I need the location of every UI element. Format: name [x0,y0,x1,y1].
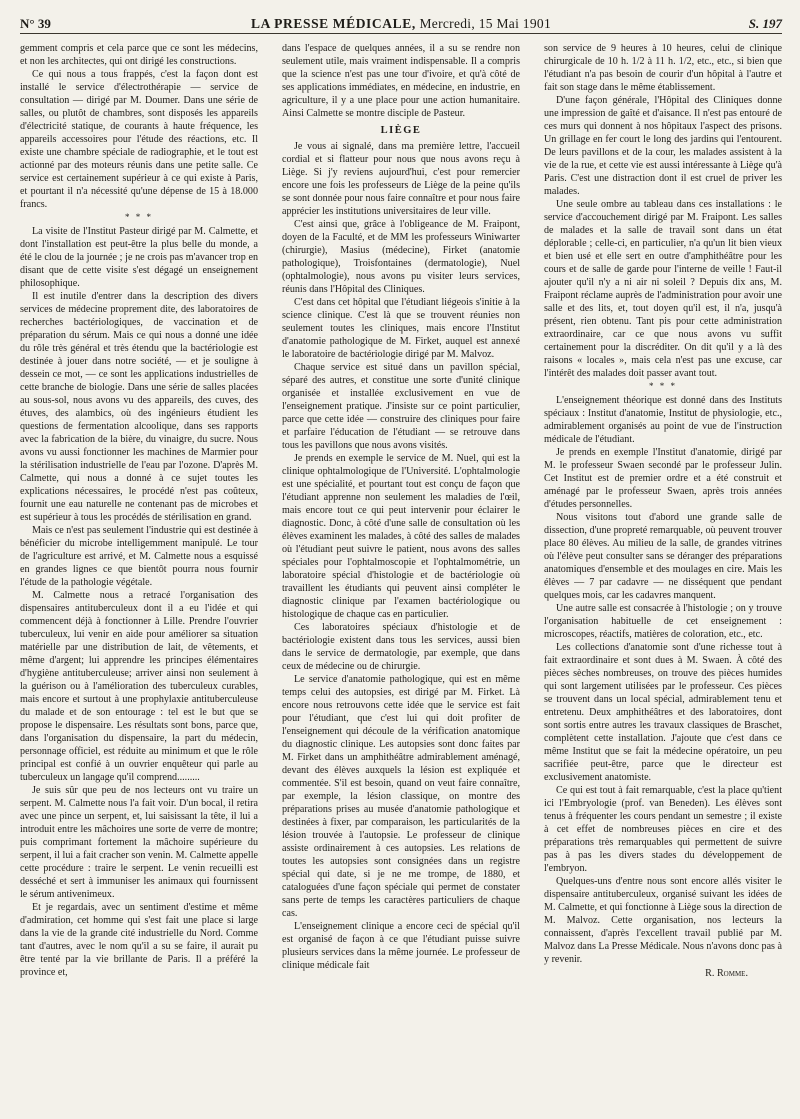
article-columns [20,42,782,980]
issue-date: Mercredi, 15 Mai 1901 [419,16,552,31]
paragraph: Je suis sûr que peu de nos lecteurs ont vu traire un serpent. M. Calmette nous l'a fait voir. D'un bocal, il retira avec une pince un serpent, et, lui saisissant la tête, il lui a introduit entre les mâchoires une sorte de verre de montre; puis comprimant fortement la mâchoire supérieure du serpent, il lui a fait cracher son venin. M. Calmette appelle cette procédure : traire le serpent. Le venin recueilli est desséché et sert à immuniser les animaux qui fournissent le sérum antivenimeux. [20,785,258,900]
paragraph: Ces laboratoires spéciaux d'histologie et de bactériologie existent dans tous les services, aussi bien dans le service de dermatologie, par exemple, que dans ceux de médecine ou de chirurgie. [282,622,520,672]
journal-title: LA PRESSE MÉDICALE, [250,16,416,31]
paragraph: L'enseignement théorique est donné dans des Instituts spéciaux : Institut d'anatomie, Institut de physiologie, etc., admirablement organisés au point de vue de l'instruction médicale de l'étudiant. [544,395,782,445]
column-middle [282,42,520,980]
section-separator: * * * [649,381,677,391]
issue-number: N° 39 [20,16,51,31]
paragraph: Nous visitons tout d'abord une grande salle de dissection, d'une propreté remarquable, où peuvent trouver place 80 élèves. Au milieu de la salle, de grandes vitrines où l'élève peut consulter sans se déranger des préparations anatomiques d'ensemble et des moulages en cire. Mais les élèves — 7 par cadavre — ne disséquent que pendant quelques mois, car les cadavres manquent. [544,512,782,601]
author-signature: R. Romme. [705,968,748,979]
paragraph: C'est dans cet hôpital que l'étudiant liégeois s'initie à la science clinique. C'est là que se trouvent réunies non seulement toutes les cliniques, mais encore l'Institut d'anatomie pathologique de M. Firket, auquel est annexé le laboratoire de bactériologie dirigé par M. Malvoz. [282,297,520,360]
paragraph: M. Calmette nous a retracé l'organisation des dispensaires antituberculeux dont il a eu l'idée et qui commencent déjà à fonctionner à Lille. Prendre l'ouvrier tuberculeux, lui venir en aide pour améliorer sa situation matérielle par une distribution de lait, de vêtements, et même d'argent; lui apprendre les principes élémentaires d'hygiène antituberculeuse; arriver ainsi non seulement à la guérison ou à l'amélioration des tuberculeux curables, mais encore et surtout à une prophylaxie antituberculeuse du malade et de son entourage : tel est le but que se propose le dispensaire. Les résultats sont bons, parce que, dans l'organisation du dispensaire, la part du médecin, personnage officiel, est réduite au minimum et que le rôle principal est confié à un ouvrier enquêteur qui parle au tuberculeux un langage qu'il comprend......... [20,590,258,783]
paragraph: C'est ainsi que, grâce à l'obligeance de M. Fraipont, doyen de la Faculté, et de MM les professeurs Winiwarter (chirurgie), Masius (médecine), Firket (anatomie pathologique), Troisfontaines (dermatologie), Nuel (ophtalmologie), nous avons pu visiter leurs services, réunis dans l'Hôpital des Cliniques. [282,219,520,295]
paragraph: gemment compris et cela parce que ce sont les médecins, et non les architectes, qui ont dirigé les constructions. [20,43,258,67]
column-right [544,42,782,980]
paragraph: Je vous ai signalé, dans ma première lettre, l'accueil cordial et si flatteur pour nous que nous avons reçu à Liège. Si j'y reviens aujourd'hui, c'est pour remercier encore une fois les professeurs de Liège de la peine qu'ils se sont donnée pour nous faire connaître et pour nous faire apprécier les institutions universitaires de leur ville. [282,141,520,217]
paragraph: Quelques-uns d'entre nous sont encore allés visiter le dispensaire antituberculeux, organisé suivant les idées de M. Calmette, et qui fonctionne à Liège sous la direction de M. Malvoz. Cette organisation, nos lecteurs la connaissent, d'après l'excellent travail publié par M. Malvoz dans La Presse Médicale. Nous n'avons donc pas à y revenir. [544,876,782,965]
paragraph: Ce qui est tout à fait remarquable, c'est la place qu'tient ici l'Embryologie (prof. van Beneden). Les élèves sont tenus à fréquenter les cours pendant un semestre ; il existe à cet effet de nombreuses pièces en cire et des préparations très remarquables qui permettent de suivre pas à pas les divers stades du développement de l'embryon. [544,785,782,874]
paragraph: son service de 9 heures à 10 heures, celui de clinique chirurgicale de 10 h. 1/2 à 11 h. 1/2, etc., etc., si bien que l'étudiant n'a pas besoin de courir d'un hôpital à l'autre et fait son stage dans le même établissement. [544,43,782,93]
paragraph: Il est inutile d'entrer dans la description des divers services de médecine proprement dite, des laboratoires de recherches bactériologiques, de vaccination et de préparation du sérum. Mais ce qui nous a donné une idée du rôle très général et très étendu que la bactériologie est destinée à jouer dans notre société, — et je souligne à dessein ce mot, — ce sont les applications industrielles de cette branche de biologie. Dans une série de salles placées au sous-sol, nous avons vu des appareils, des cuves, des étuves, des alambics, où des ingénieurs étudient les questions de fermentation alcoolique, dans ses rapports avec la fabrication de la bière, du vinaigre, du sucre. Nous avons vu aussi fonctionner les machines de Marmier pour la stérilisation industrielle de l'eau par l'ozone. D'après M. Calmette, qui nous a donné à ce sujet toutes les explications nécessaires, le procédé n'est pas coûteux, fournit une eau naturelle ne contenant pas de microbes et est supérieur à tous les procédés de stérilisation en grand. [20,291,258,523]
paragraph: Ce qui nous a tous frappés, c'est la façon dont est installé le service d'électrothérapie — service de consultation — dirigé par M. Doumer. Dans une série de salles, ou plutôt de chambres, sont disposés les appareils d'électricité statique, de courants à haute fréquence, les appareils accessoires pour l'étude des réactions, etc. Il existe une chambre spéciale de radiographie, et le tout est actionné par des moteurs réunis dans une petite salle. Ce service est certainement supérieur à ce qui existe à Paris, et pourtant il n'a nécessité qu'une dépense de 15 à 18.000 francs. [20,69,258,210]
paragraph: Une seule ombre au tableau dans ces installations : le service d'accouchement dirigé par M. Fraipont. Les salles de malades et la salle de travail sont dans un état déplorable ; celle-ci, en particulier, n'a qu'un lit bien vieux et bien usé et elle sert en outre d'amphithéâtre pour les cours et de salle de garde pour l'interne de veille ! Faut-il ajouter qu'il n'y a ni air ni soleil ? Depuis dix ans, M. Fraipont réclame auprès de l'administration pour avoir une salle et des lits, et, tout doyen qu'il est, il n'a, jusqu'à présent, rien obtenu. Tant pis pour cette administration extraordinaire, car ce que nous avons vu suffit certainement pour la discréditer. On dit qu'il y a là des raisons « locales », mais cela n'est pas une excuse, car l'intérêt des malades doit passer avant tout. [544,199,782,379]
paragraph: Une autre salle est consacrée à l'histologie ; on y trouve l'organisation habituelle de cet enseignement : microscopes, réactifs, matières de coloration, etc., etc. [544,603,782,640]
paragraph: dans l'espace de quelques années, il a su se rendre non seulement utile, mais vraiment indispensable. Il a compris que la science n'est pas une tour d'ivoire, et qu'à côté de ses applications immédiates, en médecine, en industrie, en agriculture, il y a une place pour une action humanitaire. Ainsi Calmette se montre disciple de Pasteur. [282,43,520,119]
paragraph: Les collections d'anatomie sont d'une richesse tout à fait extraordinaire et sont dues à M. Swaen. À côté des pièces sèches nombreuses, on trouve des pièces humides qui sont largement utilisées par le professeur. Ces pièces se trouvent dans un local spécial, admirablement tenu et entretenu. Deux amphithéâtres et des laboratoires, dont sont sortis entre autres les travaux classiques de Braschet, complètent cette installation. J'ajoute que c'est dans ce même Institut que se fait la médecine opératoire, un peu sacrifiée peut-être, parce que le directeur est exclusivement anatomiste. [544,642,782,783]
paragraph: D'une façon générale, l'Hôpital des Cliniques donne une impression de gaîté et d'aisance. Il n'est pas entouré de ces murs qui donnent à nos hôpitaux l'aspect des prisons. Un grillage en fer court le long des jardins qui l'entourent. De leurs pavillons et de la cour, les malades assistent à la vie de la rue, et cette vie est aussi intéressante à Liège qu'à Paris. C'est une distraction dont il est cruel de priver les malades. [544,95,782,197]
paragraph: Je prends en exemple le service de M. Nuel, qui est la clinique ophtalmologique de l'Université. L'ophtalmologie est une spécialité, et pourtant tout est conçu de façon que l'étudiant apprenne non seulement les maladies de l'œil, mais encore tout ce qui peut intervenir pour éclairer le diagnostic. Donc, à côté d'une salle de consultation où les élèves examinent les malades, à côté des salles de malades où l'étudiant peut suivre le patient, nous avons des salles spéciales pour l'ophtalmoscopie et l'ophtalmométrie, un laboratoire spécial d'histologie et de bactériologie où travaillent les étudiants qui peuvent ainsi compléter le diagnostic clinique par l'examen bactériologique ou histologique de chaque cas en particulier. [282,453,520,620]
paragraph: Et je regardais, avec un sentiment d'estime et même d'admiration, cet homme qui s'est fait une place si large dans la vie de la grande cité industrielle du Nord. Comme tant d'autres, avec le nom qu'il a su se faire, il aurait pu être tenté par la vie brillante de Paris. Il a préféré la province et, [20,902,258,978]
masthead [251,16,551,32]
section-separator: * * * [125,212,153,222]
paragraph: L'enseignement clinique a encore ceci de spécial qu'il est organisé de façon à ce que l'étudiant puisse suivre plusieurs services dans la même journée. Le professeur de clinique médicale fait [282,921,520,971]
paragraph: La visite de l'Institut Pasteur dirigé par M. Calmette, et dont l'installation est peut-être la plus belle du monde, a été le clou de la journée ; je ne crois pas m'avancer trop en disant que de cette visite s'est dégagé un enseignement philosophique. [20,226,258,289]
paragraph: Le service d'anatomie pathologique, qui est en même temps celui des autopsies, est dirigé par M. Firket. Là encore nous retrouvons cette idée que le service est fait pour l'étudiant, que c'est lui qui doit profiter de l'enseignement qui découle de la vérification anatomique du diagnostic clinique. Les autopsies sont donc faites par M. Firket dans un amphithéâtre admirablement aménagé, devant des élèves auxquels la lésion est expliquée et commentée. S'il est besoin, quand on veut faire connaître, par exemple, la lésion classique, on montre des préparations prises au musée d'anatomie pathologique et destinées à fixer, par comparaison, les particularités de la lésion trouvée à l'autopsie. Le professeur de clinique assiste ordinairement à ces autopsies. Les relations de toutes les autopsies sont consignées dans un registre spécial qui date, si je ne me trompe, de 1880, et cataloguées d'une façon spéciale qui permet de constater sans perte de temps les caractères particuliers de chaque cas. [282,674,520,919]
paragraph: Chaque service est situé dans un pavillon spécial, séparé des autres, et constitue une sorte d'unité clinique organisée et installée exclusivement en vue de l'enseignement pratique. J'insiste sur ce point particulier, parce que cette idée — construire des cliniques pour faire et parfaire l'éducation de l'étudiant — se retrouve dans tous les pavillons que nous avons visités. [282,362,520,451]
page-number: S. 197 [748,16,782,31]
section-title-liege: LIÈGE [380,125,422,136]
column-left [20,42,258,980]
paragraph: Je prends en exemple l'Institut d'anatomie, dirigé par M. le professeur Swaen secondé par le professeur Julin. Cet Institut est de premier ordre et a été construit et aménagé par le professeur Swaen, après trois années d'études personnelles. [544,447,782,510]
paragraph: Mais ce n'est pas seulement l'industrie qui est destinée à bénéficier du microbe intelligemment manipulé. Le tour de l'agriculture est arrivé, et M. Calmette nous a esquissé en grandes lignes ce que bientôt pourra nous fournir l'étude de la pathologie végétale. [20,525,258,588]
page-header [20,0,782,34]
